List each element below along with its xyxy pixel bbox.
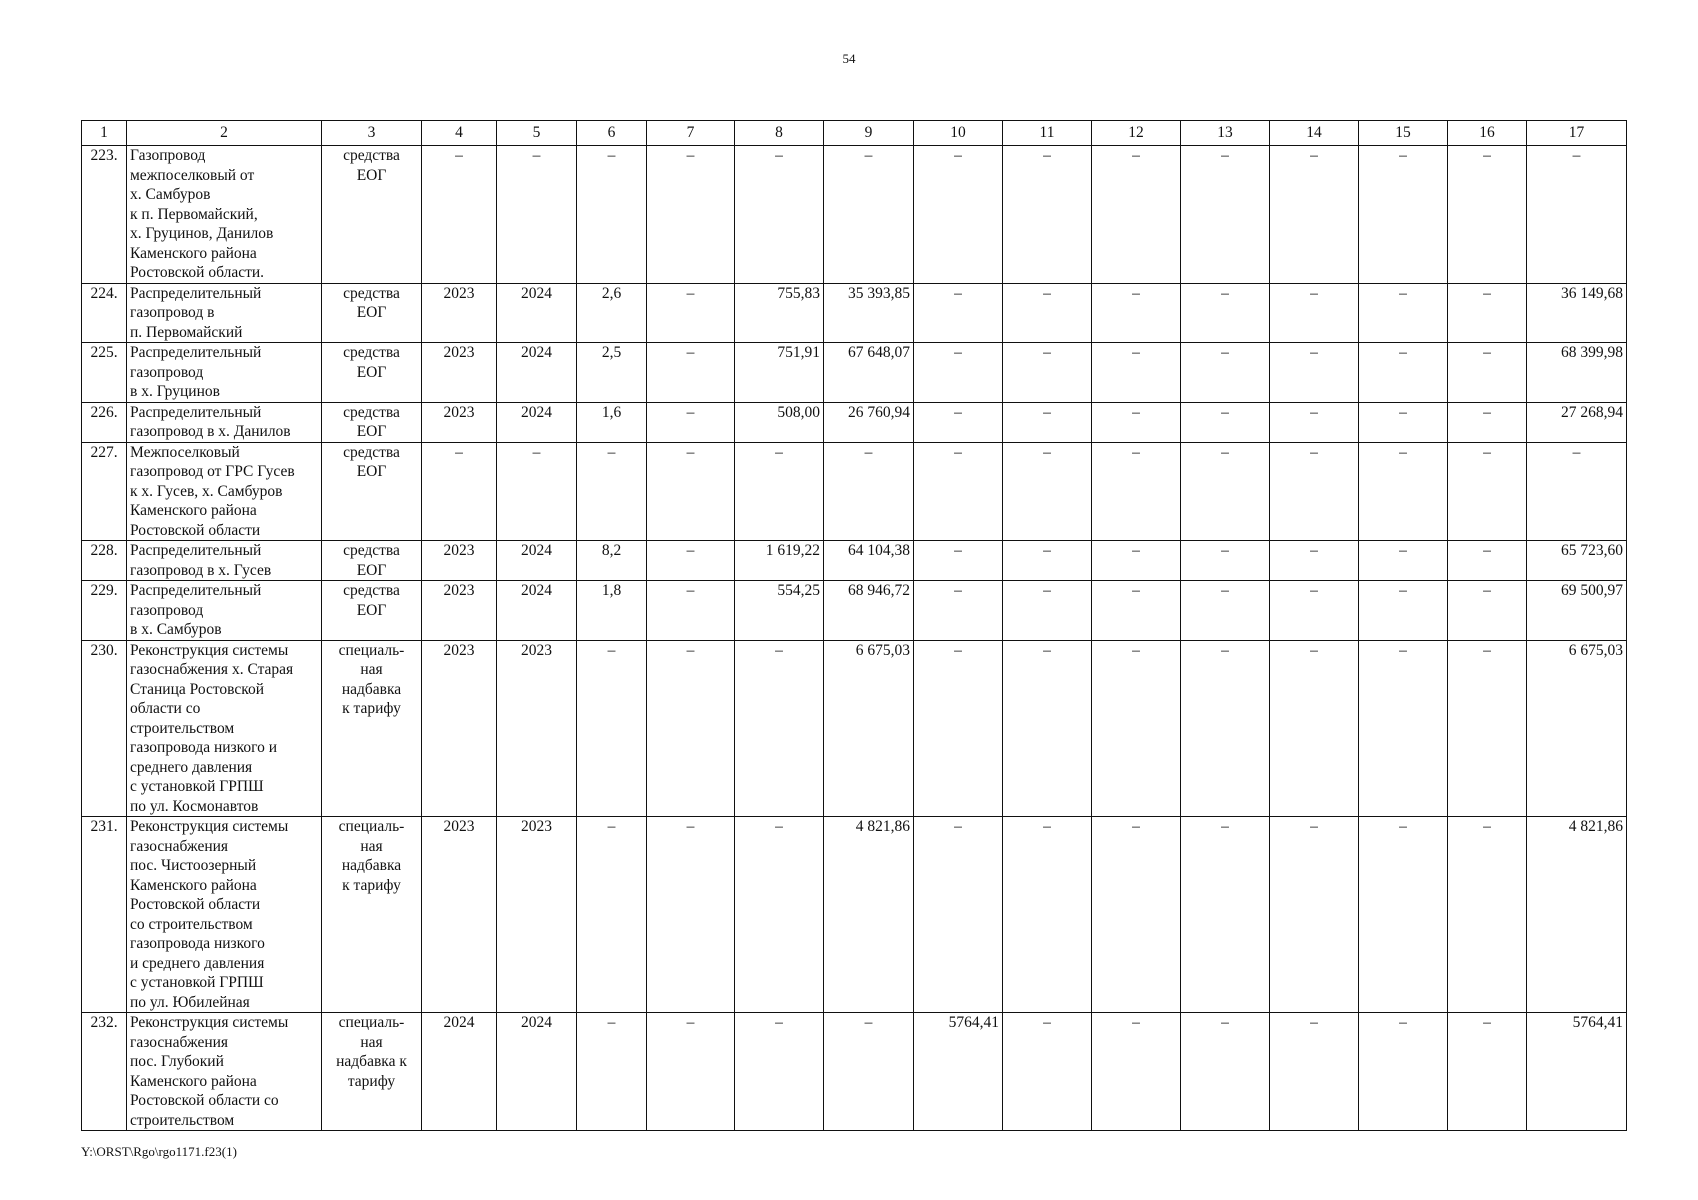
object-name-cell: Распределительный газопровод в х. Гусев bbox=[127, 541, 322, 581]
cell-col-16: – bbox=[1448, 581, 1527, 641]
cell-col-4: 2023 bbox=[422, 541, 497, 581]
cell-col-8: – bbox=[735, 146, 824, 284]
object-name-cell: Газопровод межпоселковый от х. Самбуров к п. Первомайский, х. Груцинов, Данилов Каменского района Ростовской области. bbox=[127, 146, 322, 284]
cell-col-11: – bbox=[1003, 283, 1092, 343]
row-number-cell: 231. bbox=[82, 817, 127, 1013]
cell-col-7: – bbox=[647, 640, 735, 817]
funding-source-cell: средства ЕОГ bbox=[322, 581, 422, 641]
cell-col-6: – bbox=[577, 146, 647, 284]
cell-col-16: – bbox=[1448, 817, 1527, 1013]
cell-col-12: – bbox=[1092, 541, 1181, 581]
cell-col-5: 2024 bbox=[497, 402, 577, 442]
cell-col-10: – bbox=[914, 402, 1003, 442]
column-header-11: 11 bbox=[1003, 121, 1092, 146]
cell-col-7: – bbox=[647, 283, 735, 343]
cell-col-4: – bbox=[422, 146, 497, 284]
object-name-cell: Реконструкция системы газоснабжения пос. Глубокий Каменского района Ростовской области со строительством bbox=[127, 1013, 322, 1131]
cell-col-9: 4 821,86 bbox=[824, 817, 914, 1013]
cell-col-15: – bbox=[1359, 343, 1448, 403]
cell-col-7: – bbox=[647, 343, 735, 403]
cell-col-13: – bbox=[1181, 283, 1270, 343]
cell-col-16: – bbox=[1448, 343, 1527, 403]
table-row bbox=[82, 541, 1627, 581]
funding-source-cell: специаль- ная надбавка к тарифу bbox=[322, 817, 422, 1013]
cell-col-7: – bbox=[647, 581, 735, 641]
cell-col-17: 69 500,97 bbox=[1527, 581, 1627, 641]
cell-col-13: – bbox=[1181, 146, 1270, 284]
cell-col-4: 2023 bbox=[422, 581, 497, 641]
cell-col-15: – bbox=[1359, 541, 1448, 581]
funding-source-cell: средства ЕОГ bbox=[322, 146, 422, 284]
cell-col-12: – bbox=[1092, 581, 1181, 641]
page-number: 54 bbox=[842, 51, 856, 66]
cell-col-12: – bbox=[1092, 1013, 1181, 1131]
cell-col-15: – bbox=[1359, 146, 1448, 284]
cell-col-6: – bbox=[577, 640, 647, 817]
cell-col-8: – bbox=[735, 1013, 824, 1131]
column-header-7: 7 bbox=[647, 121, 735, 146]
cell-col-7: – bbox=[647, 541, 735, 581]
table-row bbox=[82, 343, 1627, 403]
cell-col-11: – bbox=[1003, 541, 1092, 581]
cell-col-15: – bbox=[1359, 817, 1448, 1013]
cell-col-12: – bbox=[1092, 442, 1181, 541]
cell-col-6: 1,8 bbox=[577, 581, 647, 641]
cell-col-9: 64 104,38 bbox=[824, 541, 914, 581]
cell-col-5: – bbox=[497, 146, 577, 284]
cell-col-6: 1,6 bbox=[577, 402, 647, 442]
funding-source-cell: средства ЕОГ bbox=[322, 402, 422, 442]
object-name-cell: Распределительный газопровод в х. Самбуров bbox=[127, 581, 322, 641]
funding-source-cell: средства ЕОГ bbox=[322, 343, 422, 403]
cell-col-5: 2024 bbox=[497, 1013, 577, 1131]
cell-col-14: – bbox=[1270, 402, 1359, 442]
cell-col-7: – bbox=[647, 146, 735, 284]
cell-col-4: 2023 bbox=[422, 640, 497, 817]
cell-col-6: – bbox=[577, 1013, 647, 1131]
cell-col-5: 2024 bbox=[497, 343, 577, 403]
cell-col-14: – bbox=[1270, 146, 1359, 284]
row-number-cell: 229. bbox=[82, 581, 127, 641]
cell-col-15: – bbox=[1359, 283, 1448, 343]
cell-col-16: – bbox=[1448, 402, 1527, 442]
cell-col-14: – bbox=[1270, 442, 1359, 541]
cell-col-11: – bbox=[1003, 640, 1092, 817]
cell-col-8: 554,25 bbox=[735, 581, 824, 641]
column-header-1: 1 bbox=[82, 121, 127, 146]
cell-col-17: 36 149,68 bbox=[1527, 283, 1627, 343]
cell-col-16: – bbox=[1448, 1013, 1527, 1131]
cell-col-5: – bbox=[497, 442, 577, 541]
cell-col-12: – bbox=[1092, 283, 1181, 343]
cell-col-16: – bbox=[1448, 541, 1527, 581]
cell-col-5: 2024 bbox=[497, 541, 577, 581]
cell-col-16: – bbox=[1448, 283, 1527, 343]
cell-col-14: – bbox=[1270, 283, 1359, 343]
cell-col-9: – bbox=[824, 442, 914, 541]
column-header-10: 10 bbox=[914, 121, 1003, 146]
cell-col-11: – bbox=[1003, 402, 1092, 442]
cell-col-10: – bbox=[914, 442, 1003, 541]
row-number-cell: 227. bbox=[82, 442, 127, 541]
cell-col-10: – bbox=[914, 817, 1003, 1013]
cell-col-12: – bbox=[1092, 640, 1181, 817]
row-number-cell: 225. bbox=[82, 343, 127, 403]
table-row bbox=[82, 1013, 1627, 1131]
investment-program-table bbox=[81, 120, 1627, 1131]
cell-col-9: – bbox=[824, 146, 914, 284]
object-name-cell: Распределительный газопровод в х. Данилов bbox=[127, 402, 322, 442]
cell-col-10: – bbox=[914, 343, 1003, 403]
column-header-15: 15 bbox=[1359, 121, 1448, 146]
row-number-cell: 230. bbox=[82, 640, 127, 817]
cell-col-9: – bbox=[824, 1013, 914, 1131]
cell-col-8: – bbox=[735, 442, 824, 541]
object-name-cell: Межпоселковый газопровод от ГРС Гусев к х. Гусев, х. Самбуров Каменского района Ростовской области bbox=[127, 442, 322, 541]
cell-col-10: – bbox=[914, 640, 1003, 817]
cell-col-11: – bbox=[1003, 817, 1092, 1013]
table-row bbox=[82, 640, 1627, 817]
cell-col-11: – bbox=[1003, 442, 1092, 541]
funding-source-cell: специаль- ная надбавка к тарифу bbox=[322, 1013, 422, 1131]
table-row bbox=[82, 817, 1627, 1013]
cell-col-13: – bbox=[1181, 640, 1270, 817]
cell-col-17: 65 723,60 bbox=[1527, 541, 1627, 581]
cell-col-13: – bbox=[1181, 581, 1270, 641]
cell-col-5: 2024 bbox=[497, 283, 577, 343]
cell-col-12: – bbox=[1092, 402, 1181, 442]
cell-col-14: – bbox=[1270, 581, 1359, 641]
cell-col-15: – bbox=[1359, 402, 1448, 442]
cell-col-10: – bbox=[914, 541, 1003, 581]
cell-col-8: 755,83 bbox=[735, 283, 824, 343]
table-body bbox=[82, 146, 1627, 1131]
cell-col-9: 26 760,94 bbox=[824, 402, 914, 442]
object-name-cell: Распределительный газопровод в х. Груцинов bbox=[127, 343, 322, 403]
cell-col-13: – bbox=[1181, 541, 1270, 581]
cell-col-13: – bbox=[1181, 817, 1270, 1013]
cell-col-8: 508,00 bbox=[735, 402, 824, 442]
column-header-12: 12 bbox=[1092, 121, 1181, 146]
cell-col-16: – bbox=[1448, 442, 1527, 541]
cell-col-5: 2024 bbox=[497, 581, 577, 641]
column-header-6: 6 bbox=[577, 121, 647, 146]
cell-col-16: – bbox=[1448, 640, 1527, 817]
cell-col-10: – bbox=[914, 146, 1003, 284]
cell-col-9: 6 675,03 bbox=[824, 640, 914, 817]
cell-col-13: – bbox=[1181, 442, 1270, 541]
cell-col-15: – bbox=[1359, 640, 1448, 817]
cell-col-4: 2024 bbox=[422, 1013, 497, 1131]
cell-col-4: 2023 bbox=[422, 343, 497, 403]
column-header-3: 3 bbox=[322, 121, 422, 146]
cell-col-16: – bbox=[1448, 146, 1527, 284]
column-header-5: 5 bbox=[497, 121, 577, 146]
cell-col-6: 8,2 bbox=[577, 541, 647, 581]
table-row bbox=[82, 442, 1627, 541]
cell-col-4: – bbox=[422, 442, 497, 541]
cell-col-15: – bbox=[1359, 581, 1448, 641]
cell-col-14: – bbox=[1270, 343, 1359, 403]
row-number-cell: 223. bbox=[82, 146, 127, 284]
table-header bbox=[82, 121, 1627, 146]
cell-col-13: – bbox=[1181, 343, 1270, 403]
cell-col-4: 2023 bbox=[422, 402, 497, 442]
row-number-cell: 224. bbox=[82, 283, 127, 343]
object-name-cell: Реконструкция системы газоснабжения пос. Чистоозерный Каменского района Ростовской области со строительством газопровода низкого и среднего давления с установкой ГРПШ по ул. Юбилейная bbox=[127, 817, 322, 1013]
cell-col-10: 5764,41 bbox=[914, 1013, 1003, 1131]
cell-col-5: 2023 bbox=[497, 640, 577, 817]
column-header-16: 16 bbox=[1448, 121, 1527, 146]
funding-source-cell: средства ЕОГ bbox=[322, 442, 422, 541]
footer-file-path: Y:\ORST\Rgo\rgo1171.f23(1) bbox=[81, 1144, 237, 1159]
cell-col-17: 6 675,03 bbox=[1527, 640, 1627, 817]
cell-col-6: – bbox=[577, 442, 647, 541]
table-row bbox=[82, 146, 1627, 284]
column-header-8: 8 bbox=[735, 121, 824, 146]
cell-col-12: – bbox=[1092, 343, 1181, 403]
column-header-2: 2 bbox=[127, 121, 322, 146]
cell-col-11: – bbox=[1003, 343, 1092, 403]
cell-col-7: – bbox=[647, 1013, 735, 1131]
cell-col-6: 2,5 bbox=[577, 343, 647, 403]
cell-col-14: – bbox=[1270, 1013, 1359, 1131]
funding-source-cell: средства ЕОГ bbox=[322, 541, 422, 581]
cell-col-5: 2023 bbox=[497, 817, 577, 1013]
cell-col-17: – bbox=[1527, 146, 1627, 284]
cell-col-13: – bbox=[1181, 402, 1270, 442]
cell-col-17: 27 268,94 bbox=[1527, 402, 1627, 442]
cell-col-8: – bbox=[735, 640, 824, 817]
cell-col-9: 67 648,07 bbox=[824, 343, 914, 403]
row-number-cell: 228. bbox=[82, 541, 127, 581]
cell-col-12: – bbox=[1092, 146, 1181, 284]
funding-source-cell: специаль- ная надбавка к тарифу bbox=[322, 640, 422, 817]
cell-col-17: 68 399,98 bbox=[1527, 343, 1627, 403]
cell-col-7: – bbox=[647, 402, 735, 442]
cell-col-7: – bbox=[647, 442, 735, 541]
cell-col-17: – bbox=[1527, 442, 1627, 541]
cell-col-9: 68 946,72 bbox=[824, 581, 914, 641]
cell-col-15: – bbox=[1359, 1013, 1448, 1131]
funding-source-cell: средства ЕОГ bbox=[322, 283, 422, 343]
row-number-cell: 226. bbox=[82, 402, 127, 442]
cell-col-11: – bbox=[1003, 1013, 1092, 1131]
cell-col-13: – bbox=[1181, 1013, 1270, 1131]
object-name-cell: Реконструкция системы газоснабжения х. Старая Станица Ростовской области со строительством газопровода низкого и среднего давления с установкой ГРПШ по ул. Космонавтов bbox=[127, 640, 322, 817]
cell-col-4: 2023 bbox=[422, 817, 497, 1013]
row-number-cell: 232. bbox=[82, 1013, 127, 1131]
cell-col-11: – bbox=[1003, 146, 1092, 284]
cell-col-17: 4 821,86 bbox=[1527, 817, 1627, 1013]
table-row bbox=[82, 402, 1627, 442]
cell-col-17: 5764,41 bbox=[1527, 1013, 1627, 1131]
cell-col-9: 35 393,85 bbox=[824, 283, 914, 343]
column-header-14: 14 bbox=[1270, 121, 1359, 146]
column-header-9: 9 bbox=[824, 121, 914, 146]
column-header-17: 17 bbox=[1527, 121, 1627, 146]
cell-col-8: 751,91 bbox=[735, 343, 824, 403]
cell-col-7: – bbox=[647, 817, 735, 1013]
table-row bbox=[82, 581, 1627, 641]
cell-col-4: 2023 bbox=[422, 283, 497, 343]
object-name-cell: Распределительный газопровод в п. Первомайский bbox=[127, 283, 322, 343]
cell-col-14: – bbox=[1270, 640, 1359, 817]
header-row bbox=[82, 121, 1627, 146]
column-header-13: 13 bbox=[1181, 121, 1270, 146]
cell-col-6: 2,6 bbox=[577, 283, 647, 343]
cell-col-11: – bbox=[1003, 581, 1092, 641]
cell-col-15: – bbox=[1359, 442, 1448, 541]
cell-col-8: – bbox=[735, 817, 824, 1013]
table-row bbox=[82, 283, 1627, 343]
column-header-4: 4 bbox=[422, 121, 497, 146]
cell-col-10: – bbox=[914, 581, 1003, 641]
cell-col-14: – bbox=[1270, 817, 1359, 1013]
cell-col-12: – bbox=[1092, 817, 1181, 1013]
cell-col-6: – bbox=[577, 817, 647, 1013]
cell-col-14: – bbox=[1270, 541, 1359, 581]
cell-col-8: 1 619,22 bbox=[735, 541, 824, 581]
cell-col-10: – bbox=[914, 283, 1003, 343]
